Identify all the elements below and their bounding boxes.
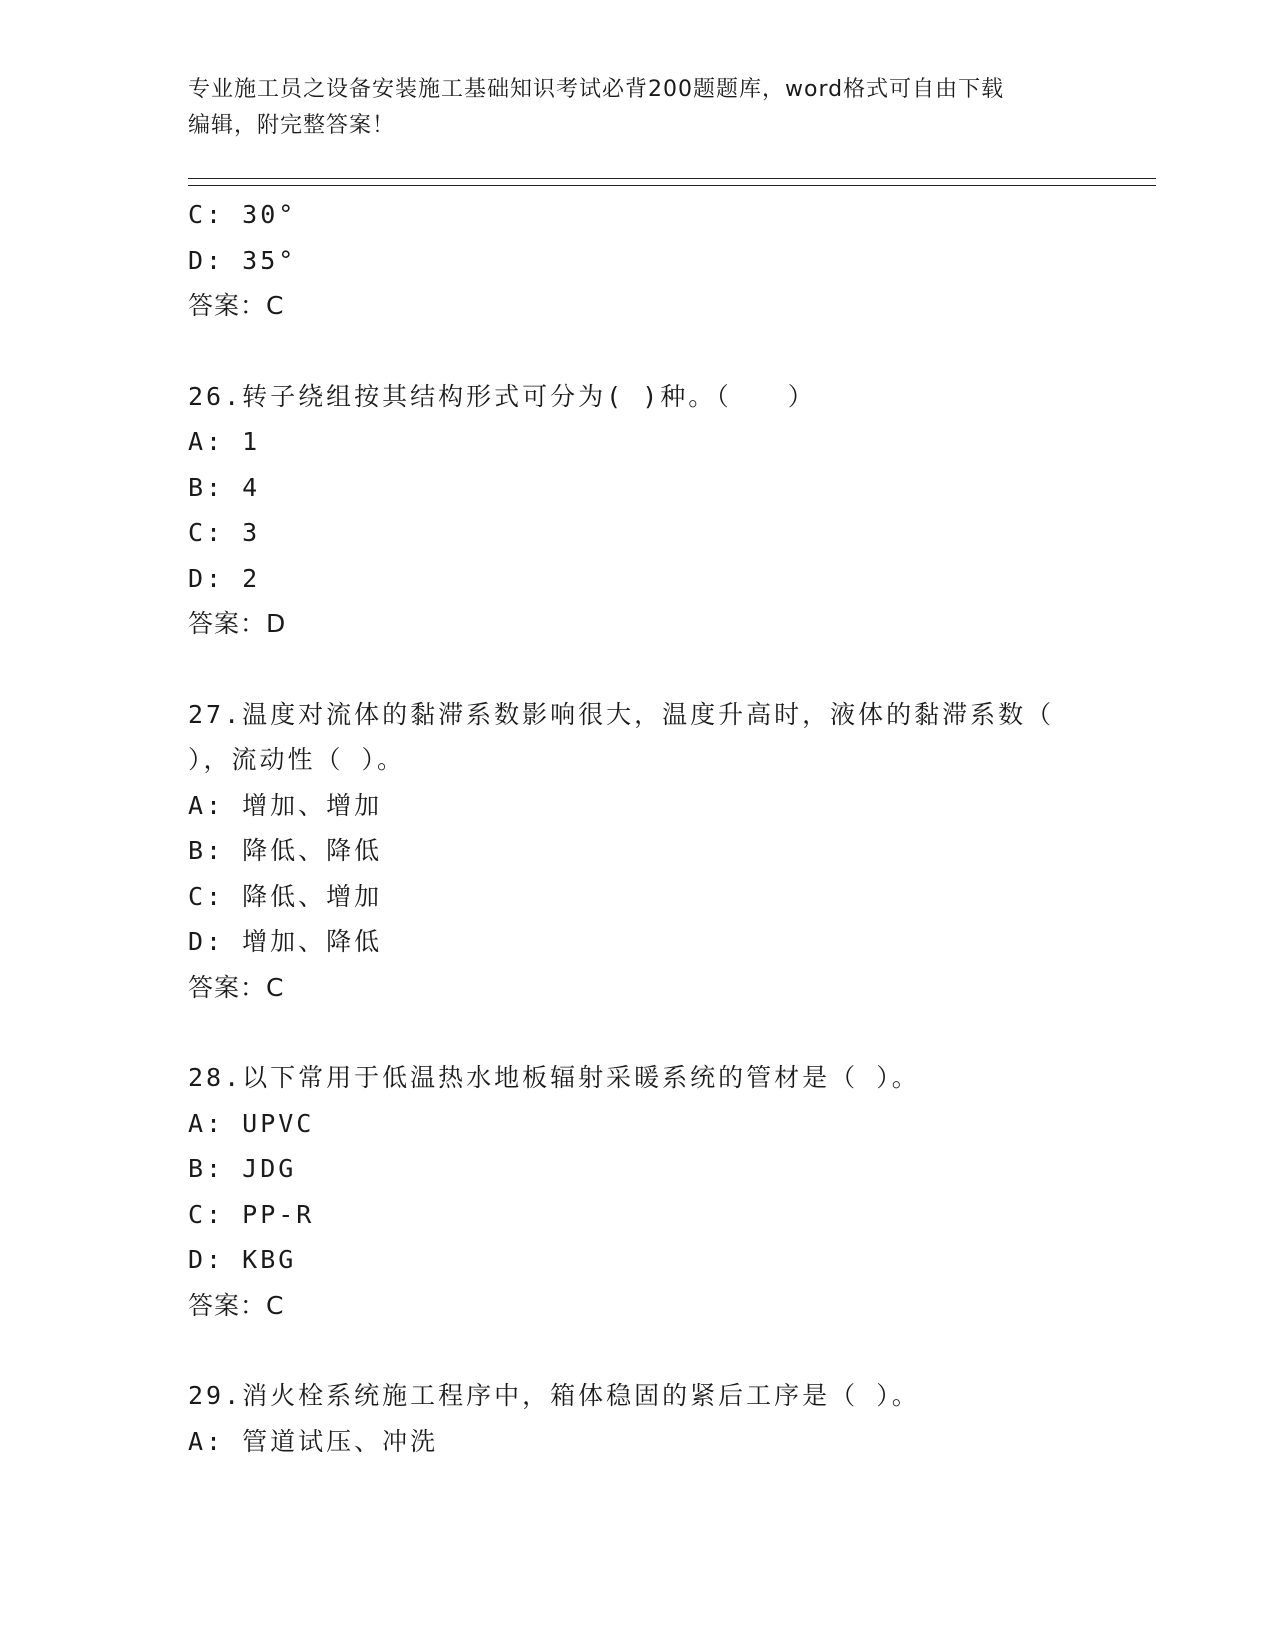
question-25-tail (188, 192, 1088, 329)
option-d: D: 35° (188, 245, 297, 275)
option-d: D: 增加、降低 (188, 927, 383, 956)
option-a: A: 管道试压、冲洗 (188, 1426, 439, 1456)
option-a: A: 1 (188, 427, 261, 456)
option-c: C: 降低、增加 (188, 881, 383, 911)
answer-label: 答案：D (188, 609, 287, 638)
option-b: B: 4 (188, 472, 261, 502)
answer-label: 答案：C (188, 972, 285, 1002)
option-d: D: KBG (188, 1245, 297, 1274)
question-stem: 26.转子绕组按其结构形式可分为( )种。（ ） (188, 381, 816, 411)
question-stem-continued: ），流动性（ ）。 (188, 745, 406, 774)
option-a: A: UPVC (188, 1108, 315, 1138)
option-c: C: 3 (188, 518, 261, 547)
question-stem: 27.温度对流体的黏滞系数影响很大，温度升高时，液体的黏滞系数（ (188, 699, 1055, 729)
option-d: D: 2 (188, 563, 261, 593)
option-b: B: 降低、降低 (188, 836, 383, 865)
option-c: C: 30° (188, 200, 297, 229)
header-title-line-1: 专业施工员之设备安装施工基础知识考试必背200题题库，word格式可自由下载 (188, 77, 1005, 102)
header-divider (188, 178, 1156, 186)
question-list (188, 192, 1088, 1464)
question-29 (188, 1373, 1088, 1464)
answer-label: 答案：C (188, 1290, 285, 1320)
document-header (188, 72, 1088, 144)
question-stem: 29.消火栓系统施工程序中，箱体稳固的紧后工序是（ ）。 (188, 1381, 920, 1410)
option-a: A: 增加、增加 (188, 790, 383, 820)
question-28 (188, 1055, 1088, 1328)
option-b: B: JDG (188, 1154, 297, 1183)
question-stem: 28.以下常用于低温热水地板辐射采暖系统的管材是（ ）。 (188, 1063, 920, 1092)
option-c: C: PP-R (188, 1199, 315, 1229)
question-27 (188, 692, 1088, 1011)
question-26 (188, 374, 1088, 647)
answer-label: 答案：C (188, 291, 285, 320)
header-title-line-2: 编辑，附完整答案！ (188, 113, 396, 138)
